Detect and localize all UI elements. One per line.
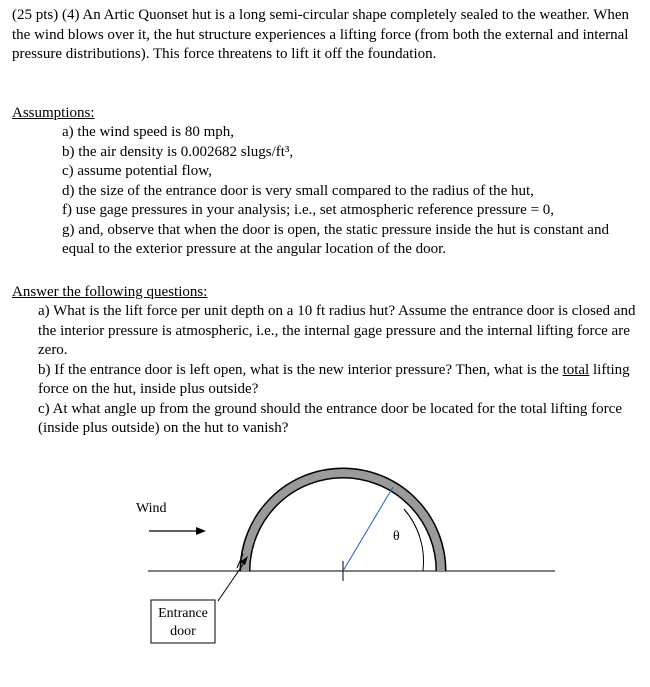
assumption-item: a) the wind speed is 80 mph, xyxy=(62,124,235,140)
question-b-underlined-word: total xyxy=(562,361,590,378)
question-b xyxy=(38,361,638,400)
question-b-text-end: lifting force on the hut, inside plus outside? xyxy=(38,361,630,397)
question-c: c) At what angle up from the ground should the entrance door be located for the total lifting force (inside plus outside) on the hut to vanish? xyxy=(38,400,622,436)
quonset-hut-diagram xyxy=(0,460,650,687)
questions-list xyxy=(38,302,638,439)
door-pointer-line xyxy=(218,560,246,601)
assumption-item: g) and, observe that when the door is open, the static pressure inside the hut is constant and equal to the exterior pressure at the angular location of the door. xyxy=(62,221,609,257)
assumptions-list xyxy=(62,123,637,260)
theta-label: θ xyxy=(393,529,400,544)
questions-heading: Answer the following questions: xyxy=(12,284,208,300)
problem-statement: (25 pts) (4) An Artic Quonset hut is a long semi-circular shape completely sealed to the weather. When the wind blows over it, the hut structure experiences a lifting force (from both the external and internal pressure distributions). This force threatens to lift it off the foundation. xyxy=(12,7,630,62)
assumptions-heading: Assumptions: xyxy=(12,105,95,121)
hut-shell-outer-outline xyxy=(245,473,441,571)
assumption-item: b) the air density is 0.002682 slugs/ft³, xyxy=(62,143,294,160)
wind-arrow-head xyxy=(196,527,206,535)
door-label-line2: door xyxy=(170,624,196,639)
assumption-item: f) use gage pressures in your analysis; i.e., set atmospheric reference pressure = 0, xyxy=(62,202,555,218)
radius-line xyxy=(343,487,393,571)
hut-shell xyxy=(245,473,441,571)
wind-label: Wind xyxy=(136,501,167,516)
question-b-text-start: b) If the entrance door is left open, what is the new interior pressure? Then, what is the xyxy=(38,361,563,378)
door-label-line1: Entrance xyxy=(158,606,208,621)
assumption-item: d) the size of the entrance door is very small compared to the radius of the hut, xyxy=(62,182,534,199)
assumption-item: c) assume potential flow, xyxy=(62,163,212,179)
question-a: a) What is the lift force per unit depth on a 10 ft radius hut? Assume the entrance door is closed and the interior pressure is atmospheric, i.e., the internal gage pressure and the internal lifting force are zero. xyxy=(38,303,636,358)
